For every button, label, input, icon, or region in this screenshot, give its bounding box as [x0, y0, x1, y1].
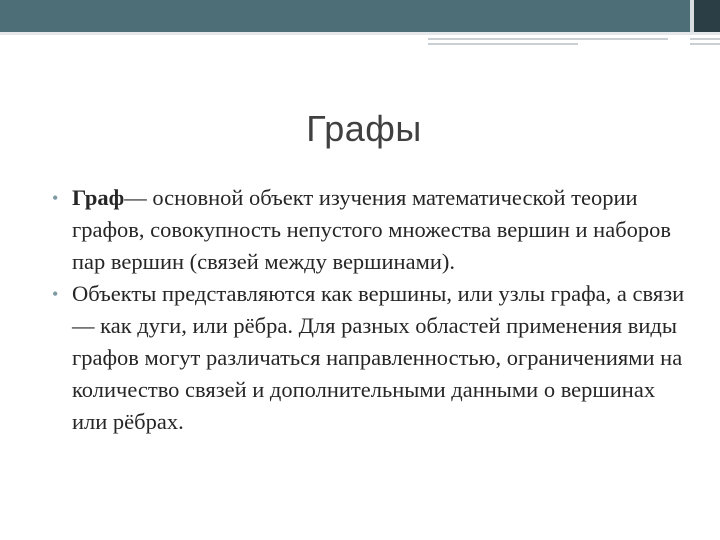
decor-rule [428, 38, 668, 40]
top-band-corner [690, 0, 720, 32]
top-band [0, 0, 720, 32]
decor-rule [0, 32, 720, 35]
top-band-divider [690, 0, 694, 32]
bullet-marker: • [52, 284, 59, 304]
bullet-text: Объекты представляются как вершины, или узлы графа, а связи — как дуги, или рёбра. Для разных областей применения виды графов могут различаться направленностью, ограничениями на количество связей и дополнительными данными о вершинах или рёбрах. [72, 281, 685, 434]
bullet-marker: • [52, 188, 59, 208]
bullet-term: Граф [72, 185, 125, 210]
decor-rule [690, 38, 720, 40]
decor-rule [428, 43, 578, 45]
slide-body [52, 182, 692, 438]
bullet-text: — основной объект изучения математической теории графов, совокупность непустого множества вершин и наборов пар вершин (связей между вершинами). [72, 185, 672, 274]
slide-title [0, 108, 720, 150]
bullet-item [52, 182, 692, 278]
decor-rule [690, 43, 720, 45]
slide-title-text: Графы [306, 108, 422, 149]
bullet-item [52, 278, 692, 438]
